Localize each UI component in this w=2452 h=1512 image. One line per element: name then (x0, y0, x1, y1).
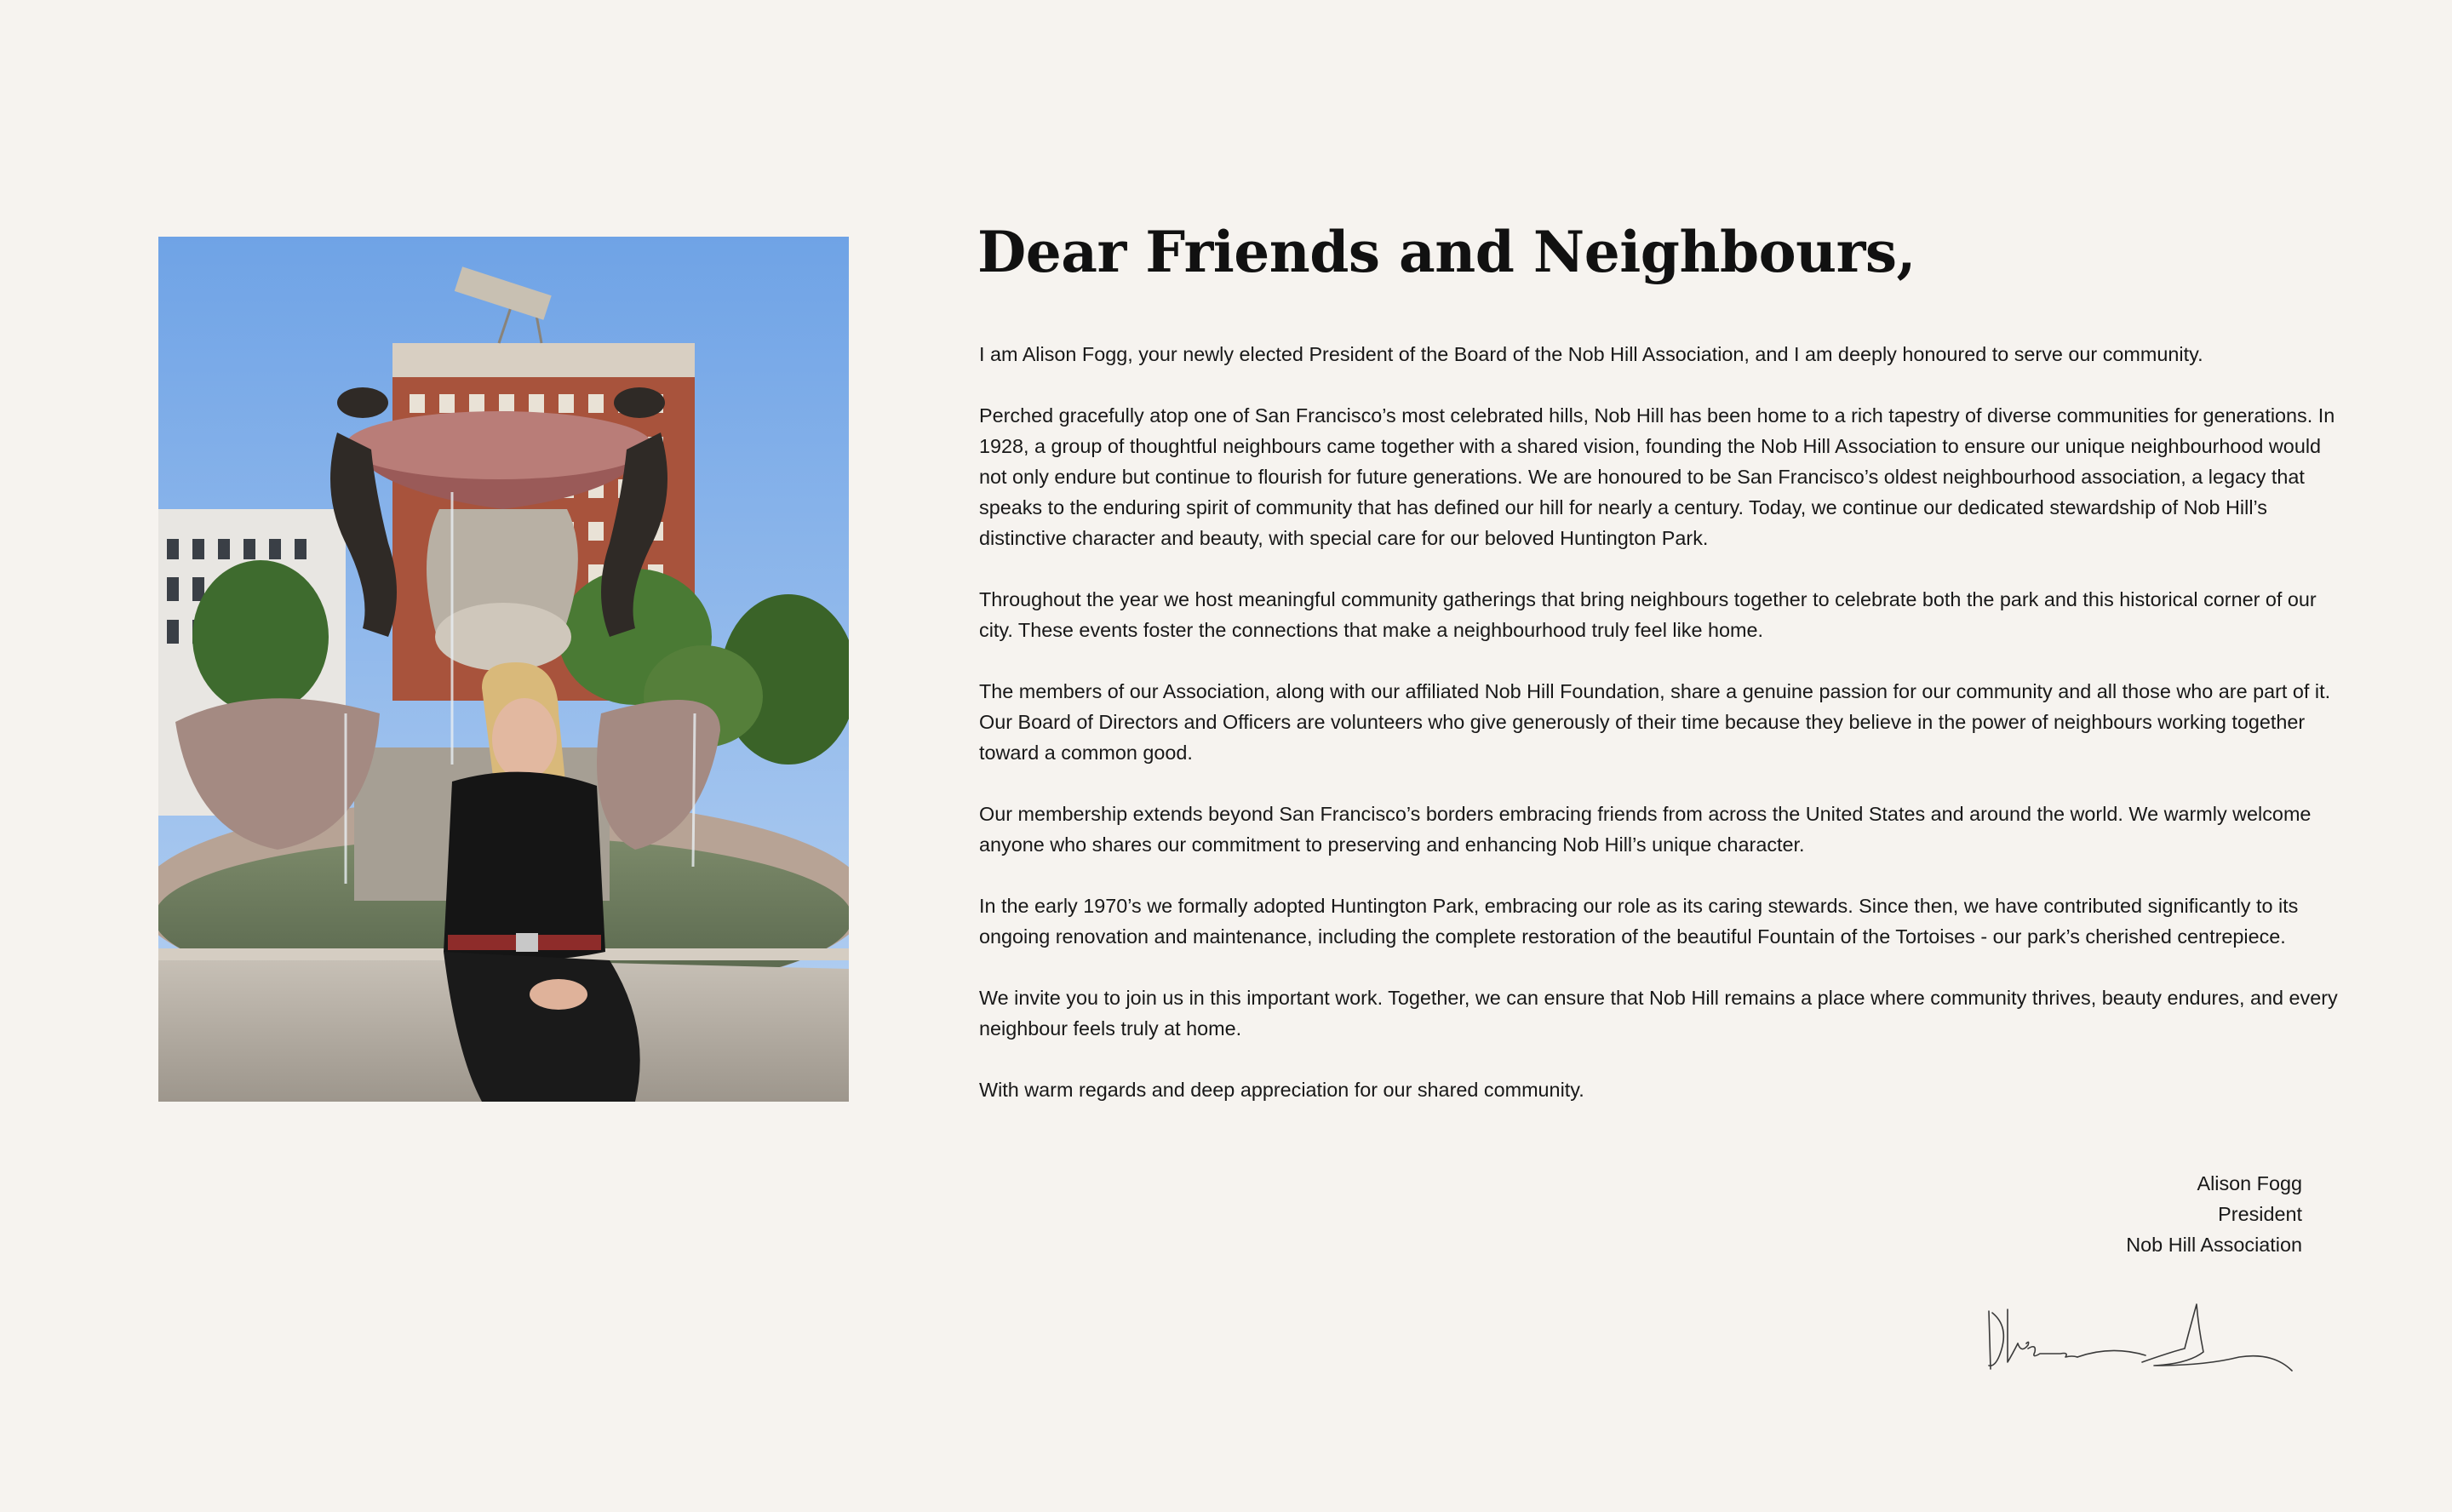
letter-paragraph: With warm regards and deep appreciation for our shared community. (979, 1079, 1584, 1101)
letter-paragraph: In the early 1970’s we formally adopted Huntington Park, embracing our role as its caring stewards. Since then, we have contributed significantly to its ongoing renovation and maintenance, including the complete restoration of the beautiful Fountain of the Tortoises - our park’s cherished centrepiece. (979, 895, 2299, 948)
letter-paragraph: Throughout the year we host meaningful community gatherings that bring neighbours together to celebrate both the park and this historical corner of our city. These events foster the connections that make a neighbourhood truly feel like home. (979, 588, 2317, 641)
signoff-title: President (2218, 1203, 2302, 1225)
signoff-name: Alison Fogg (2197, 1172, 2302, 1194)
letter-paragraph: I am Alison Fogg, your newly elected President of the Board of the Nob Hill Association, and I am deeply honoured to serve our community. (979, 343, 2203, 365)
letter (977, 213, 2343, 1136)
letter-paragraph: Our membership extends beyond San Francisco’s borders embracing friends from across the United States and around the world. We warmly welcome anyone who shares our commitment to preserving and enhancing Nob Hill’s unique character. (979, 803, 2312, 856)
page-title: Dear Friends and Neighbours, (977, 219, 1916, 285)
letter-paragraph: We invite you to join us in this important work. Together, we can ensure that Nob Hill remains a place where community thrives, beauty endures, and every neighbour feels truly at home. (979, 987, 2338, 1040)
signoff-block (2126, 1168, 2302, 1260)
letter-body (977, 339, 2343, 1105)
handwritten-signature (1984, 1292, 2299, 1377)
president-photo (158, 237, 849, 1102)
letter-paragraph: Perched gracefully atop one of San Francisco’s most celebrated hills, Nob Hill has been home to a rich tapestry of diverse communities for generations. In 1928, a group of thoughtful neighbours came together with a shared vision, founding the Nob Hill Association to ensure our unique neighbourhood would not only endure but continue to flourish for future generations. We are honoured to be San Francisco’s oldest neighbourhood association, a legacy that speaks to the enduring spirit of community that has defined our hill for nearly a century. Today, we continue our dedicated stewardship of Nob Hill’s distinctive character and beauty, with special care for our beloved Huntington Park. (979, 404, 2335, 549)
signoff-organization: Nob Hill Association (2126, 1234, 2302, 1256)
fountain-portrait-illustration (158, 237, 849, 1102)
letter-paragraph: The members of our Association, along with our affiliated Nob Hill Foundation, share a genuine passion for our community and all those who are part of it. Our Board of Directors and Officers are volunteers who give generously of their time because they believe in the power of neighbours working together toward a common good. (979, 680, 2331, 764)
